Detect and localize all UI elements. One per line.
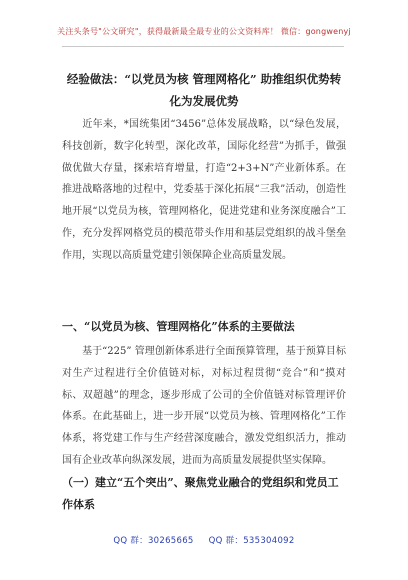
section-1-heading: 一、“以党员为核、管理网格化”体系的主要做法 [62,320,295,333]
document-title: 经验做法：“以党员为核 管理网格化” 助推组织优势转化为发展优势 [66,72,342,108]
intro-text: 近年来，*国统集团“3456”总体发展战略，以“绿色发展，科技创新，数字化转型，深化改革，国际化经营”为抓手，做强做优做大存量，探索培育增量，打造“2+3+N”产业新体系。在推进战略落地的过程中，党委基于深化拓展“三我”活动，创造性地开展“以党员为核，管理网格化，促进党建和业务深度融合”工作，充分发挥网格党员的模范带头作用和基层党组织的战斗堡垒作用，实现以高质量党建引领保障企业高质量发展。 [62,119,346,261]
footer-qq-group-secondary: QQ 群：535304092 [208,536,295,546]
header-banner: 关注头条号"公文研究"，获得最新最全最专业的公文资料库！ 微信：gongwenyj [57,27,351,36]
section-1-text: 基于“225” 管理创新体系进行全面预算管理，基于预算目标对生产过程进行全价值链对标，对标过程贯彻“竞合”和“摸对标、双超越”的理念，逐步形成了公司的全价值链对标管理评价体系。在此基础上，进一步开展“以党员为核、管理网格化”工作体系，将党建工作与生产经营深度融合，激发党组织活力，推动国有企业改革向纵深发展，进而为高质量发展提供坚实保障。 [62,346,346,466]
header-divider [62,46,344,47]
footer-contact [0,534,408,546]
subsection-1-heading: （一）建立“五个突出”、聚焦党业融合的党组织和党员工作体系 [62,476,339,511]
section-1-paragraph [62,341,346,472]
footer-qq-group-primary: QQ 群：30265665 [113,536,194,546]
intro-paragraph [62,114,346,267]
